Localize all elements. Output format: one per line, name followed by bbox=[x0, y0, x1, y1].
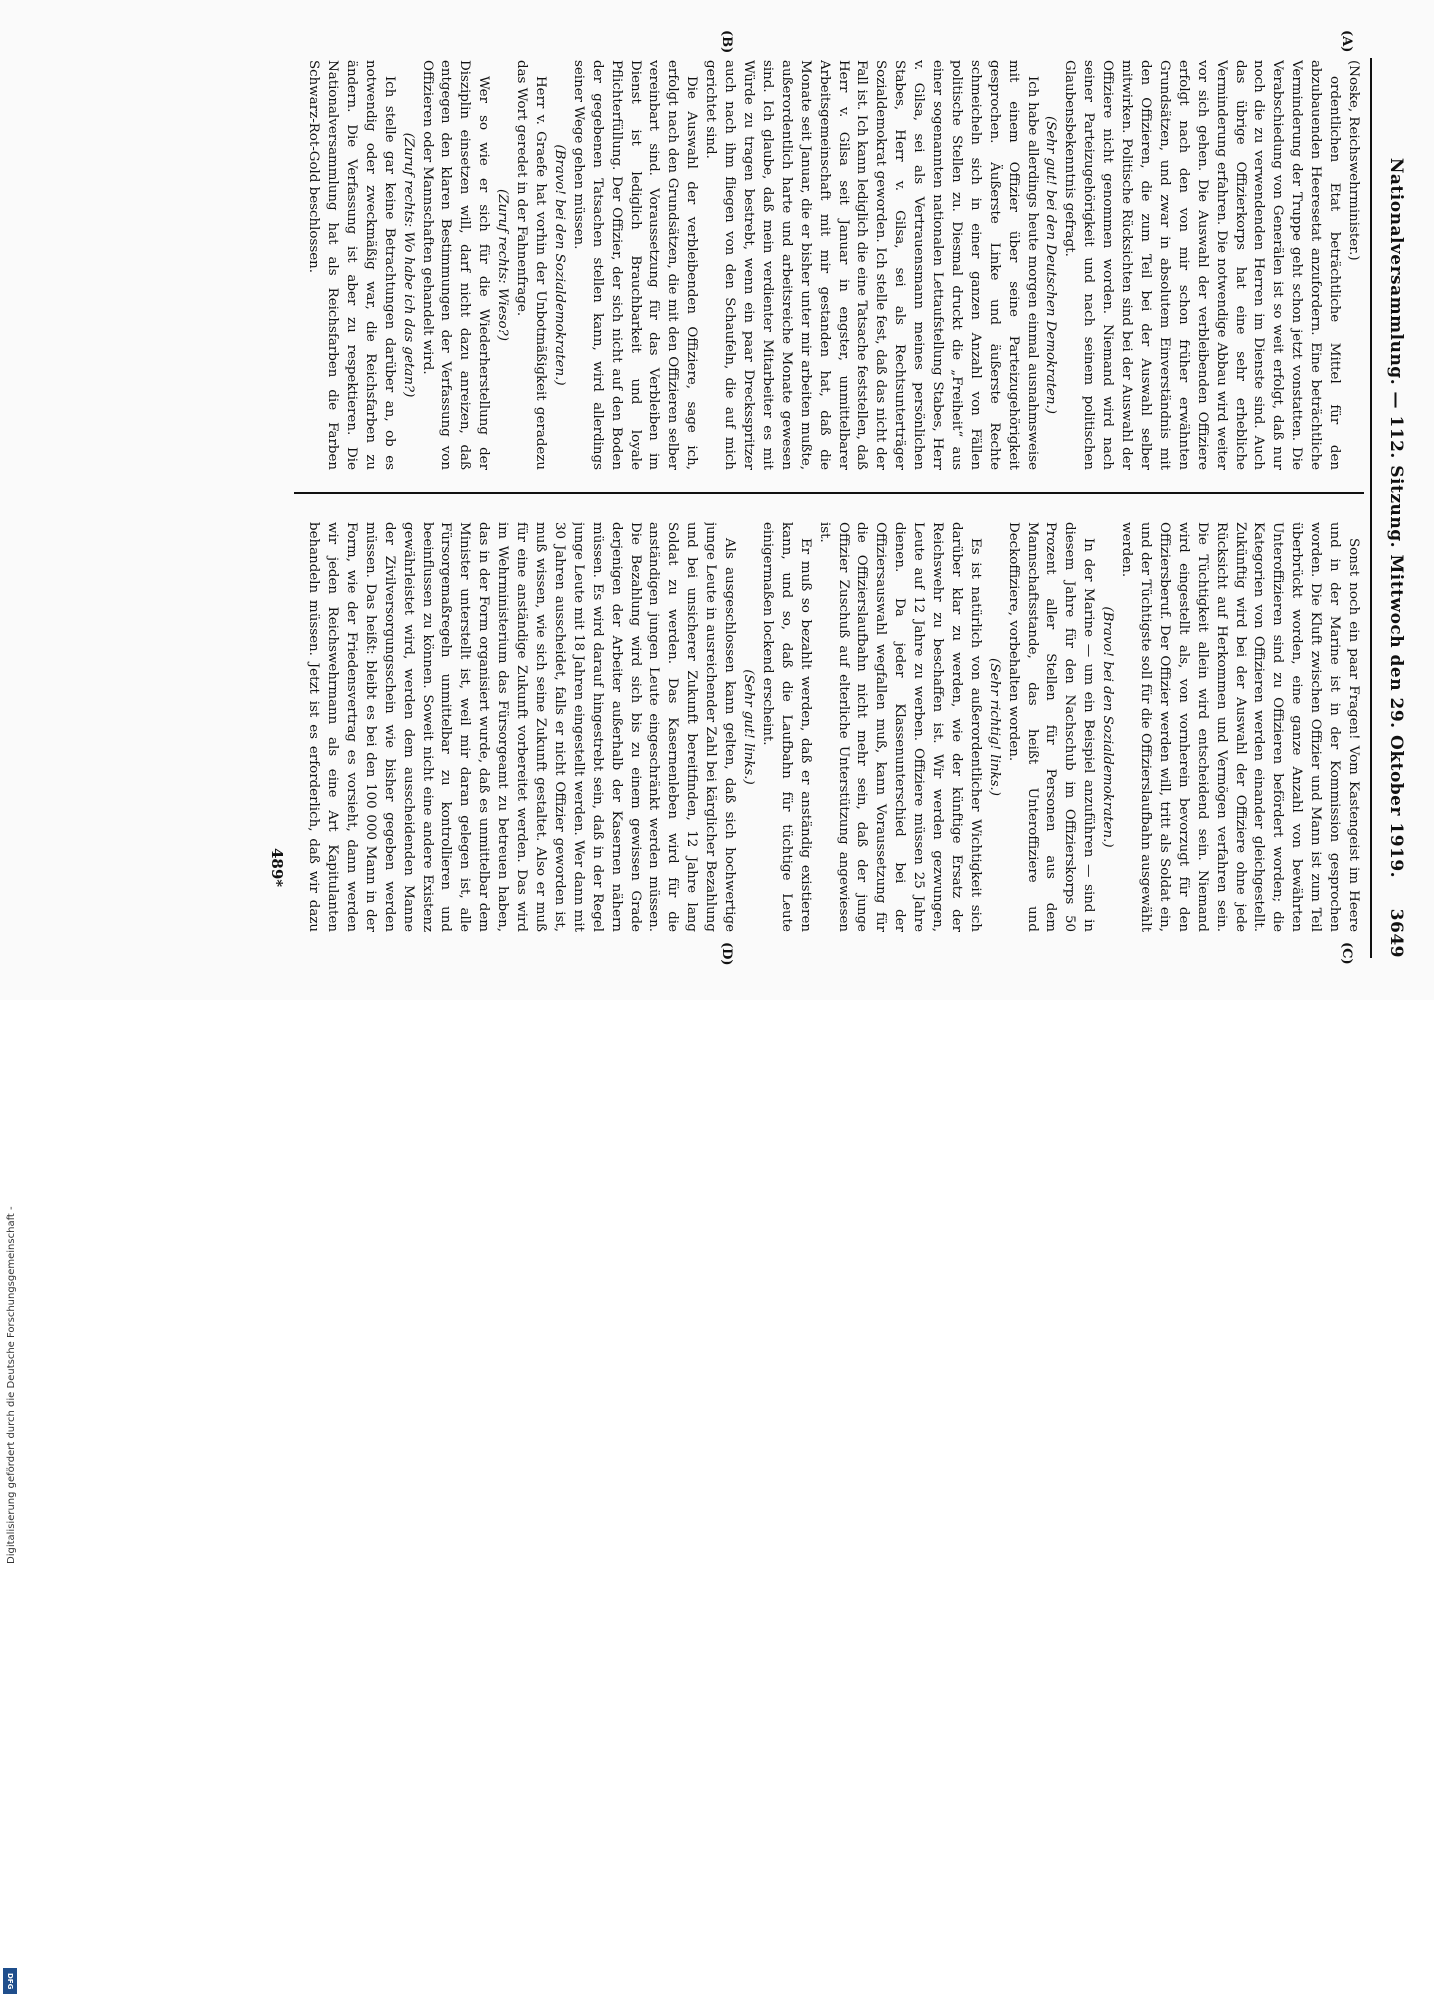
paragraph: Sonst noch ein paar Fragen! Vom Kastengeist im Heere und in der Marine ist in der Kommission gesprochen worden. Die Kluft zwischen Offizier und Mann ist zum Teil überbrückt worden, eine ganze Anzahl von bewährten Unteroffizieren sind zu Offizieren befördert worden; die Kategorien von Offizieren werden einander gleichgestellt. Zukünftig wird bei der Auswahl der Offiziere ohne jede Rücksicht auf Herkommen und Vermögen verfahren sein. Die Tüchtigkeit allein wird entscheidend sein. Niemand wird eingestellt als, von vornherein bevorzugt für den Offiziersberuf. Der Offizier werden will, tritt als Soldat ein, und der Tüchtigste soll für die Offizierslaufbahn ausgewählt werden. bbox=[1119, 522, 1361, 932]
interjection: (Sehr gut! links.) bbox=[741, 669, 756, 785]
paragraph: Wer so wie er sich für die Wiederherstellung der Disziplin einsetzen will, darf nicht dazu anreizen, daß entgegen den klaren Bestimmungen der Verfassung von Offizieren oder Mannschaften gehandelt wird. bbox=[419, 60, 492, 470]
margin-letter-a: (A) bbox=[1339, 30, 1354, 53]
paragraph: Er muß so bezahlt werden, daß er anständig existieren kann, und so, daß die Laufbahn für tüchtige Leute einigermaßen lockend erscheint. bbox=[759, 522, 813, 932]
paragraph: In der Marine — um ein Beispiel anzuführen — sind in diesem Jahre für den Nachschub im Offizierskorps 50 Prozent aller Stellen für Personen aus dem Mannschaftsstande, das heißt Unteroffiziere und Deckoffiziere, vorbehalten worden. bbox=[1005, 522, 1097, 932]
paragraph: Es ist natürlich von außerordentlicher Wichtigkeit sich darüber klar zu werden, wie der künftige Ersatz der Reichswehr zu beschaffen ist. Wir werden gezwungen, Leute auf 12 Jahre zu werben. Offiziere müssen 25 Jahre dienen. Da jeder Klassenunterschied bei der Offiziersauswahl wegfallen muß, kann Voraussetzung für die Offizierslaufbahn nicht mehr sein, daß der junge Offizier Zuschuß auf elterliche Unterstützung angewiesen ist. bbox=[816, 522, 983, 932]
interjection: (Sehr richtig! links.) bbox=[986, 658, 1002, 796]
interjection: (Sehr gut! bei den Deutschen Demokraten.) bbox=[1043, 115, 1059, 415]
credit-text: Digitalisierung gefördert durch die Deutsche Forschungsgemeinschaft - bbox=[6, 1206, 17, 1564]
paragraph: Als ausgeschlossen kann gelten, daß sich hochwertige junge Leute in ausreichender Zahl bei kärglicher Bezahlung und bei unsicherer Zukunft bereitfinden, 12 Jahre lang Soldat zu werden. Das Kasernenleben wird für die anständigen jungen Leute eingeschränkt werden müssen. Die Bezahlung wird sich bis zu einem gewissen Grade derjenigen der Arbeiter außerhalb der Kasernen nähern müssen. Es wird darauf hingestrebt sein, daß in der Regel junge Leute mit 18 Jahren eingestellt werden. Wer dann mit 30 Jahren ausscheidet, falls er nicht Offizier geworden ist, muß wissen, wie sich seine Zukunft gestaltet. Also er muß für eine anständige Zukunft vorbereitet werden. Das wird im Wehrministerium das Fürsorgeamt zu betreuen haben, das in der Form organisiert wurde, daß es unmittelbar dem Minister unterstellt ist, weil mir daran gelegen ist, alle Fürsorgemaßregeln unmittelbar zu kontrollieren und beeinflussen zu können. Soweit nicht eine andere Existenz gewährleistet wird, werden dem ausscheidenden Manne der Zivilversorgungsschein wie bisher gegeben werden müssen. Das heißt: bleibt es bei den 100 000 Mann in der Form, wie der Friedensvertrag es vorsieht, dann werden wir jeden Reichswehrmann als eine Art Kapitulanten behandeln müssen. Jetzt ist es erforderlich, daß wir dazu bbox=[306, 522, 738, 932]
interjection: (Bravo! bei den Sozialdemokraten.) bbox=[1100, 606, 1116, 848]
paragraph: ordentlichen Etat beträchtliche Mittel für den abzubauenden Heeresetat anzufordern. Eine beträchtliche Verminderung der Truppe geht schon jetzt vonstatten. Die Verabschiedung von Generälen ist so weit erfolgt, daß nur noch die zu verwendenden Herren im Dienste sind. Auch das übrige Offizierkorps hat eine sehr erhebliche Verminderung erfahren. Die notwendige Abbau wird weiter vor sich gehen. Die Auswahl der verbleibenden Offiziere erfolgt nach den von mir schon früher erwähnten Grundsätzen, und zwar in absolutem Einverständnis mit den Offizieren, die zum Teil bei der Auswahl selber mitwirken. Politische Rücksichten sind bei der Auswahl der Offiziere nicht genommen worden. Niemand wird nach seiner Parteizugehörigkeit und nach seinem politischen Glaubensbekenntnis gefragt. bbox=[1062, 60, 1343, 470]
sheet-signature: 489* bbox=[268, 848, 286, 888]
paragraph: Herr v. Graefe hat vorhin der Unbotmäßigkeit geradezu das Wort geredet in der Fahnenfrage. bbox=[514, 60, 549, 470]
margin-letter-c: (C) bbox=[1339, 942, 1354, 965]
left-column bbox=[302, 60, 1362, 470]
header-title: Nationalversammlung. — 112. Sitzung. Mittwoch den 29. Oktober 1919. bbox=[1386, 157, 1406, 879]
paragraph: Ich stelle gar keine Betrachtungen darüber an, ob es notwendig oder zweckmäßig war, die Reichsfarben zu ändern. Die Verfassung ist aber zu respektieren. Die Nationalversammlung hat als Reichsfarben die Farben Schwarz-Rot-Gold beschlossen. bbox=[306, 60, 397, 470]
dfg-logo: DFG bbox=[3, 1968, 17, 1994]
digitization-credit bbox=[0, 1000, 20, 1990]
interjection: (Bravo! bei den Sozialdemokraten.) bbox=[551, 144, 567, 386]
column-divider bbox=[294, 492, 1364, 494]
margin-letter-d: (D) bbox=[719, 942, 734, 966]
margin-letter-b: (B) bbox=[719, 30, 734, 54]
page-header bbox=[1370, 58, 1406, 958]
paragraph: Ich habe allerdings heute morgen einmal ausnahmsweise mit einem Offizier über seine Parteizugehörigkeit gesprochen. Äußerste Linke und äußerste Rechte schmeicheln sich in einer ganzen Anzahl von Fällen politische Stellen zu. Diesmal druckt die „Freiheit“ aus einer sogenannten nationalen Lettaufstellung Stabes, Herr v. Gilsa, sei als Vertrauensmann meines persönlichen Stabes, Herr v. Gilsa, sei als Rechtsunterträger Sozialdemokrat geworden. Ich stelle fest, daß das nicht der Fall ist. Ich kann lediglich die eine Tatsache feststellen, daß Herr v. Gilsa seit Januar in engster, unmittelbarer Arbeitsgemeinschaft mit mir gestanden hat, daß die Monate seit Januar, die er bisher unter mir arbeiten mußte, außerordentlich harte und arbeitsreiche Monate gewesen sind. Ich glaube, daß mein verdienter Mitarbeiter es mit Würde zu tragen bestrebt, wenn ein paar Drecksspritzer auch nach ihm fliegen von den Schaufeln, die auf mich gerichtet sind. bbox=[703, 60, 1040, 470]
page-number: 3649 bbox=[1386, 908, 1406, 958]
paragraph: Die Auswahl der verbleibenden Offiziere, sage ich, erfolgt nach den Grundsätzen, die mit den Offizieren selber vereinbart sind. Voraussetzung für das Verbleiben im Dienst ist lediglich Brauchbarkeit und loyale Pflichterfüllung. Der Offizier, der sich nicht auf den Boden der gegebenen Tatsachen stellen kann, wird allerdings seiner Wege gehen müssen. bbox=[570, 60, 700, 470]
interjection: (Zuruf rechts: Wo habe ich das getan?) bbox=[400, 132, 416, 398]
speaker-label: (Noske, Reichswehrminister.) bbox=[1346, 60, 1361, 261]
right-column bbox=[302, 522, 1362, 932]
interjection: (Zuruf rechts: Wieso?) bbox=[495, 189, 511, 341]
